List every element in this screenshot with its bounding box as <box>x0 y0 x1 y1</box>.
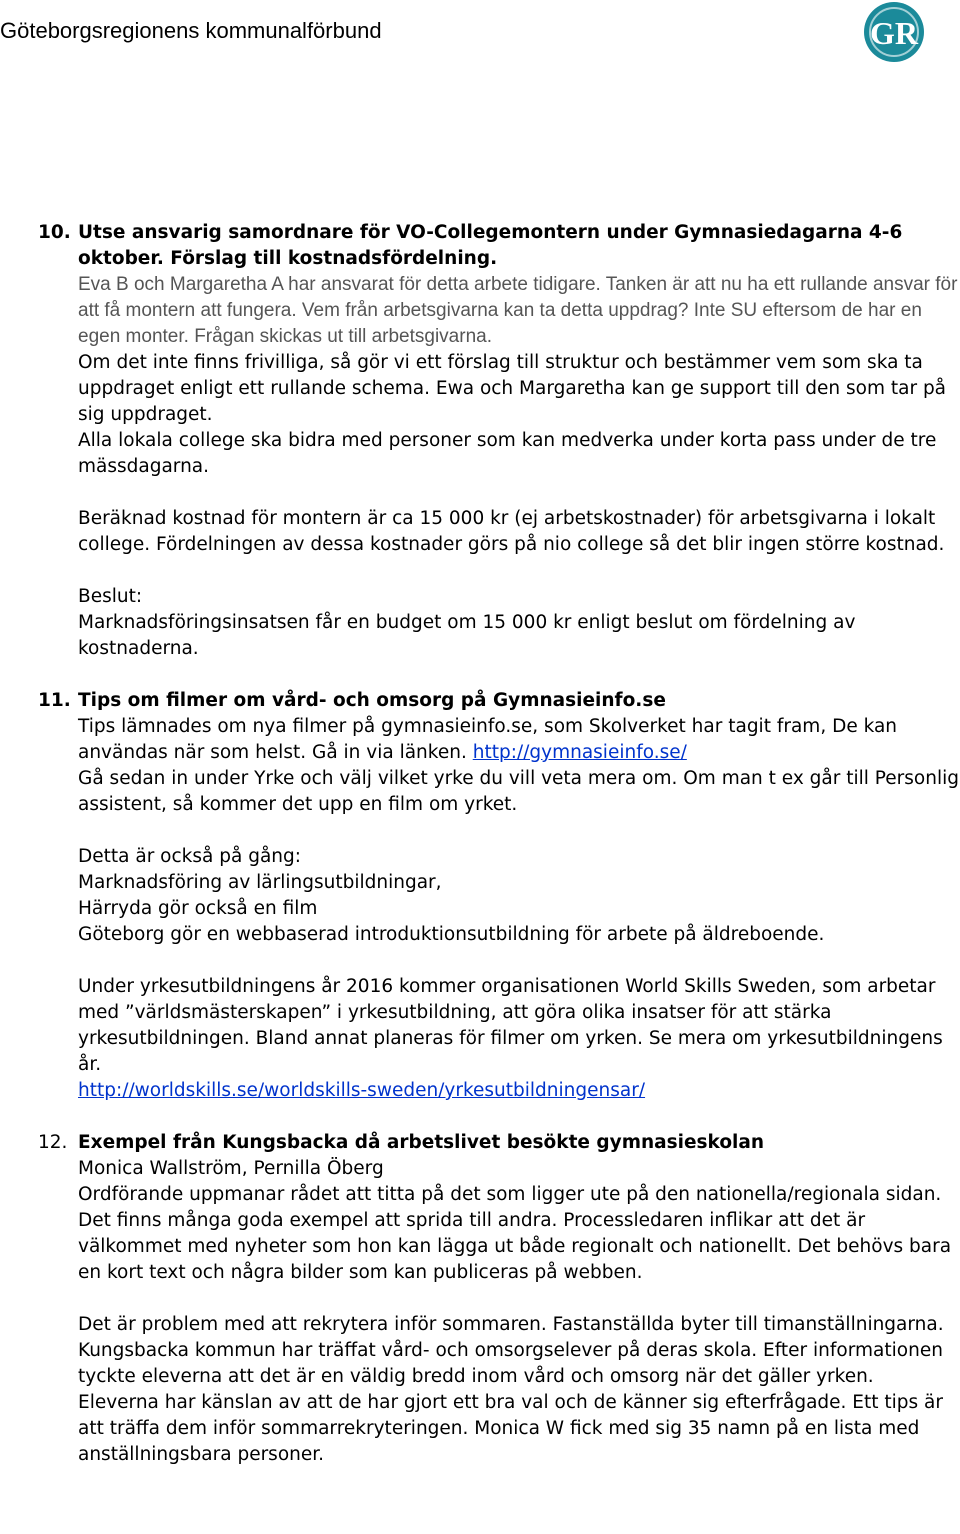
presenter-names: Monica Wallström, Pernilla Öberg <box>78 1158 384 1179</box>
section-heading: Tips om filmer om vård- och omsorg på Gymnasieinfo.se <box>78 690 666 711</box>
paragraph: Om det inte finns frivilliga, så gör vi ett förslag till struktur och bestämmer vem som ska ta uppdraget enligt ett rullande schema. Ewa och Margaretha kan ge support till den som tar på sig uppdraget. <box>78 352 947 425</box>
paragraph: Ordförande uppmanar rådet att titta på det som ligger ute på den nationella/regionala sidan. Det finns många goda exempel att sprida till andra. Processledaren inflikar att det är välkommet med nyheter som hon kan lägga ut både regionalt och nationellt. Det behövs bara en kort text och några bilder som kan publiceras på webben. <box>78 1184 952 1283</box>
beslut-label: Beslut: <box>78 586 143 607</box>
beslut-text: Marknadsföringsinsatsen får en budget om 15 000 kr enligt beslut om fördelning av kostnaderna. <box>78 612 856 659</box>
also-item: Marknadsföring av lärlingsutbildningar, <box>78 872 442 893</box>
section-12 <box>38 1130 960 1468</box>
also-item: Härryda gör också en film <box>78 898 318 919</box>
gr-logo <box>860 0 928 68</box>
gymnasieinfo-link[interactable]: http://gymnasieinfo.se/ <box>472 742 687 763</box>
section-number: 12. <box>38 1132 68 1153</box>
section-number: 10. <box>38 222 71 243</box>
paragraph: Eva B och Margaretha A har ansvarat för detta arbete tidigare. Tanken är att nu ha ett rullande ansvar för att få montern att fungera. Vem från arbetsgivarna kan ta detta uppdrag? Inte SU eftersom de har en egen monter. Frågan skickas ut till arbetsgivarna. <box>78 274 958 347</box>
also-item: Göteborg gör en webbaserad introduktionsutbildning för arbete på äldreboende. <box>78 924 825 945</box>
document-body <box>38 220 960 1468</box>
header-title: Göteborgsregionens kommunalförbund <box>0 18 382 43</box>
logo-text: GR <box>870 15 918 51</box>
paragraph: Tips lämnades om nya filmer på gymnasieinfo.se, som Skolverket har tagit fram, De kan användas när som helst. Gå in via länken. http://gymnasieinfo.se/ <box>78 716 898 763</box>
paragraph: Det är problem med att rekrytera inför sommaren. Fastanställda byter till timanställningarna. Kungsbacka kommun har träffat vård- och omsorgselever på deras skola. Efter informationen tyckte eleverna att det är en väldig bredd inom vård och omsorg när det gäller yrken. Eleverna har känslan av att de har gjort ett bra val och de känner sig efterfrågade. Ett tips är att träffa dem inför sommarrekryteringen. Monica W fick med sig 35 namn på en lista med anställningsbara personer. <box>78 1314 944 1465</box>
paragraph: Beräknad kostnad för montern är ca 15 000 kr (ej arbetskostnader) för arbetsgivarna i lokalt college. Fördelningen av dessa kostnader görs på nio college så det blir ingen större kostnad. <box>78 508 945 555</box>
paragraph: Under yrkesutbildningens år 2016 kommer organisationen World Skills Sweden, som arbetar med ”världsmästerskapen” i yrkesutbildning, att göra olika insatser för att stärka yrkesutbildningen. Bland annat planeras för filmer om yrken. Se mera om yrkesutbildningens år. <box>78 976 943 1075</box>
section-heading: Exempel från Kungsbacka då arbetslivet besökte gymnasieskolan <box>78 1132 765 1153</box>
paragraph: Gå sedan in under Yrke och välj vilket yrke du vill veta mera om. Om man t ex går till Personlig assistent, så kommer det upp en film om yrket. <box>78 768 959 815</box>
section-heading: Utse ansvarig samordnare för VO-Collegemontern under Gymnasiedagarna 4-6 oktober. Förslag till kostnadsfördelning. <box>78 222 903 269</box>
section-number: 11. <box>38 690 71 711</box>
section-11 <box>38 688 960 1104</box>
section-10 <box>38 220 960 662</box>
worldskills-link[interactable]: http://worldskills.se/worldskills-sweden/yrkesutbildningensar/ <box>78 1080 646 1101</box>
paragraph: Alla lokala college ska bidra med personer som kan medverka under korta pass under de tre mässdagarna. <box>78 430 937 477</box>
also-label: Detta är också på gång: <box>78 846 301 867</box>
